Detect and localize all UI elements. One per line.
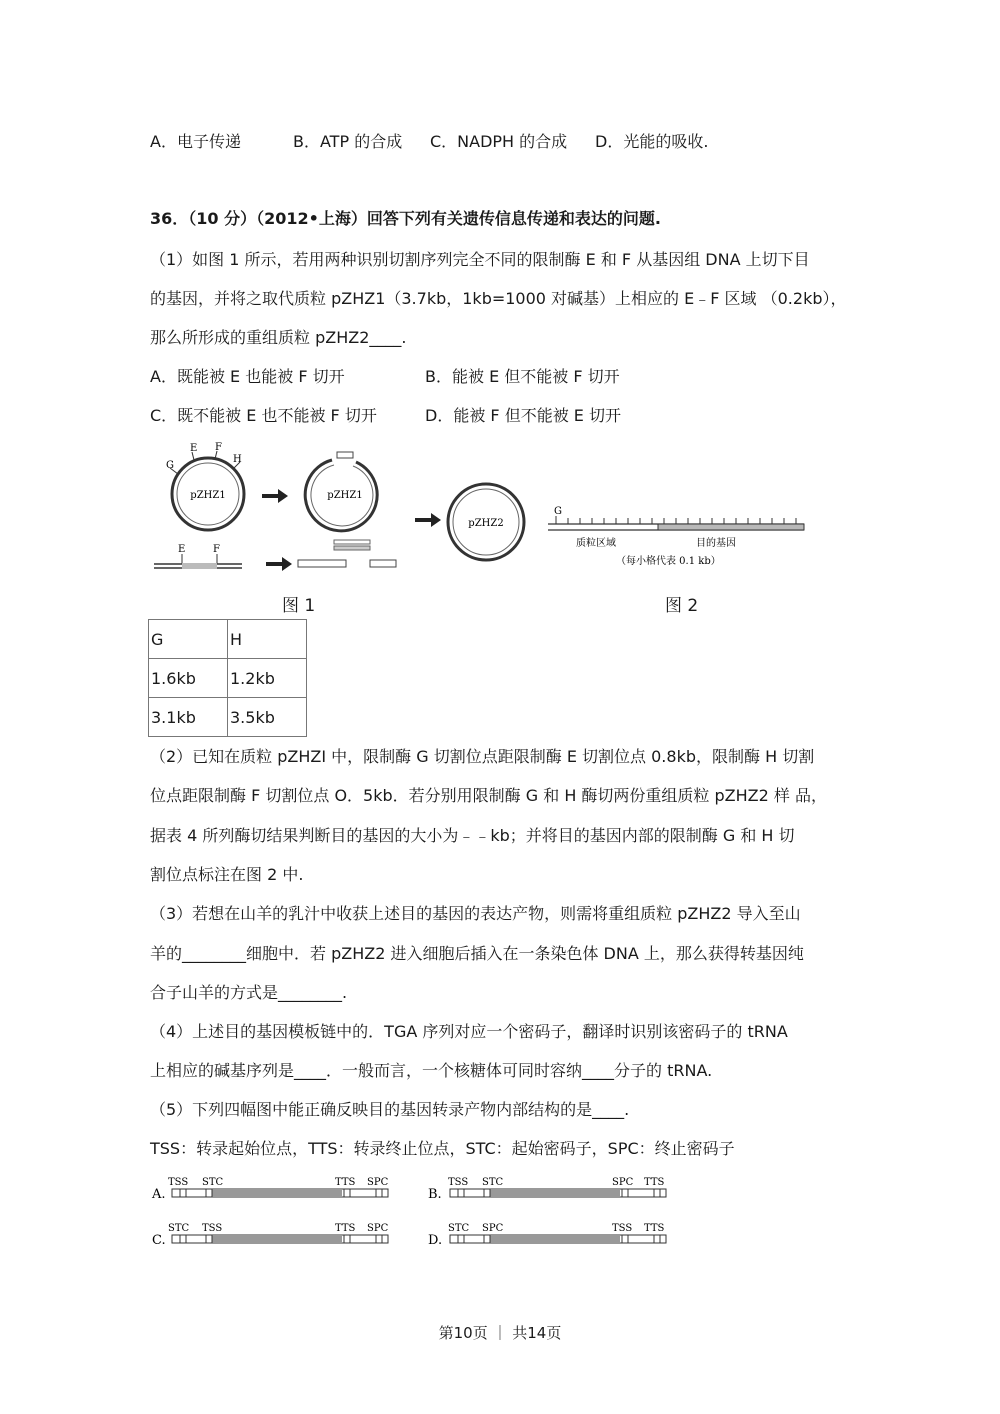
svg-text:TTS: TTS [644,1177,665,1188]
page-footer: 第10页 ｜ 共14页 [438,1324,562,1342]
svg-text:STC: STC [168,1223,190,1234]
svg-text:TSS: TSS [168,1177,189,1188]
p3-line-3: 合子山羊的方式是________. [150,983,348,1002]
label-g: G [166,460,174,471]
p2-line-4: 割位点标注在图 2 中. [150,865,304,884]
p2-line-2: 位点距限制酶 F 切割位点 O．5kb．若分别用限制酶 G 和 H 酶切两份重组质粒 pZHZ2 样 品， [150,786,827,805]
p1-line-1: （1）如图 1 所示，若用两种识别切割序列完全不同的限制酶 E 和 F 从基因组 DNA 上切下目 [150,250,810,269]
svg-text:SPC: SPC [367,1223,389,1234]
table-4 [148,619,307,737]
p1-option-d: D．能被 F 但不能被 E 切开 [425,406,621,425]
plasmid1-label: pZHZ1 [190,490,226,501]
fig2-note: （每小格代表 0.1 kb） [616,556,721,567]
table-row [149,698,307,737]
dna-label-e: E [178,544,186,555]
svg-text:SPC: SPC [482,1223,504,1234]
p1-line-2: 的基因，并将之取代质粒 pZHZ1（3.7kb，1kb=1000 对碱基）上相应的 E﹣F 区域 （0.2kb）， [150,289,847,308]
svg-text:SPC: SPC [367,1177,389,1188]
svg-text:A.: A. [152,1187,166,1202]
label-h: H [233,454,242,465]
table-cell: 3.1kb [149,698,228,737]
option-b-top: B．ATP 的合成 [293,132,403,151]
plasmid2-label: pZHZ2 [468,518,504,529]
p5-line-2: TSS：转录起始位点，TTS：转录终止位点，STC：起始密码子，SPC：终止密码子 [150,1139,735,1158]
table-header-g: G [149,620,228,659]
transcript-diagrams [150,1170,680,1250]
svg-text:STC: STC [448,1223,470,1234]
p4-line-2: 上相应的碱基序列是____．一般而言，一个核糖体可同时容纳____分子的 tRNA. [150,1061,713,1080]
svg-text:STC: STC [202,1177,224,1188]
fig2-g-label: G [554,506,562,517]
plasmid1-open-label: pZHZ1 [327,490,363,501]
fig2-region-gene: 目的基因 [696,538,736,549]
p5-line-1: （5）下列四幅图中能正确反映目的基因转录产物内部结构的是____. [150,1100,630,1119]
p2-line-1: （2）已知在质粒 pZHZI 中，限制酶 G 切割位点距限制酶 E 切割位点 0.8kb，限制酶 H 切割 [150,747,815,766]
p1-option-b: B．能被 E 但不能被 F 切开 [425,367,620,386]
dna-label-f: F [213,544,220,555]
question-title: 36．（10 分）（2012•上海）回答下列有关遗传信息传递和表达的问题. [150,209,661,228]
label-f: F [215,442,222,453]
option-c-top: C．NADPH 的合成 [430,132,568,151]
figure-1-caption: 图 1 [282,596,316,616]
p1-option-a: A．既能被 E 也能被 F 切开 [150,367,345,386]
svg-text:TTS: TTS [335,1177,356,1188]
table-row [149,620,307,659]
label-e: E [190,443,198,454]
option-d-top: D．光能的吸收. [595,132,709,151]
p4-line-1: （4）上述目的基因模板链中的．TGA 序列对应一个密码子，翻译时识别该密码子的 tRNA [150,1022,788,1041]
p1-line-3: 那么所形成的重组质粒 pZHZ2____. [150,328,407,347]
table-cell: 1.2kb [228,659,307,698]
diagram-d [428,1223,666,1248]
option-a-top: A．电子传递 [150,132,241,151]
svg-text:C.: C. [152,1233,166,1248]
table-header-h: H [228,620,307,659]
p1-option-c: C．既不能被 E 也不能被 F 切开 [150,406,377,425]
svg-text:B.: B. [428,1187,442,1202]
svg-text:STC: STC [482,1177,504,1188]
table-cell: 3.5kb [228,698,307,737]
svg-text:TTS: TTS [644,1223,665,1234]
diagram-b [428,1177,666,1202]
figure-2-caption: 图 2 [665,596,699,616]
svg-text:TSS: TSS [202,1223,223,1234]
figure-1 [150,440,550,580]
diagram-c [152,1223,389,1248]
table-row [149,659,307,698]
p2-line-3: 据表 4 所列酶切结果判断目的基因的大小为﹣﹣kb；并将目的基因内部的限制酶 G 和 H 切 [150,826,795,845]
svg-text:SPC: SPC [612,1177,634,1188]
svg-text:D.: D. [428,1233,443,1248]
table-cell: 1.6kb [149,659,228,698]
fig2-region-plasmid: 质粒区域 [576,538,616,549]
svg-text:TSS: TSS [612,1223,633,1234]
svg-text:TSS: TSS [448,1177,469,1188]
svg-text:TTS: TTS [335,1223,356,1234]
diagram-a [151,1177,389,1202]
p3-line-1: （3）若想在山羊的乳汁中收获上述目的基因的表达产物，则需将重组质粒 pZHZ2 导入至山 [150,904,801,923]
p3-line-2: 羊的________细胞中．若 pZHZ2 进入细胞后插入在一条染色体 DNA 上，那么获得转基因纯 [150,944,804,963]
figure-2 [548,500,810,574]
